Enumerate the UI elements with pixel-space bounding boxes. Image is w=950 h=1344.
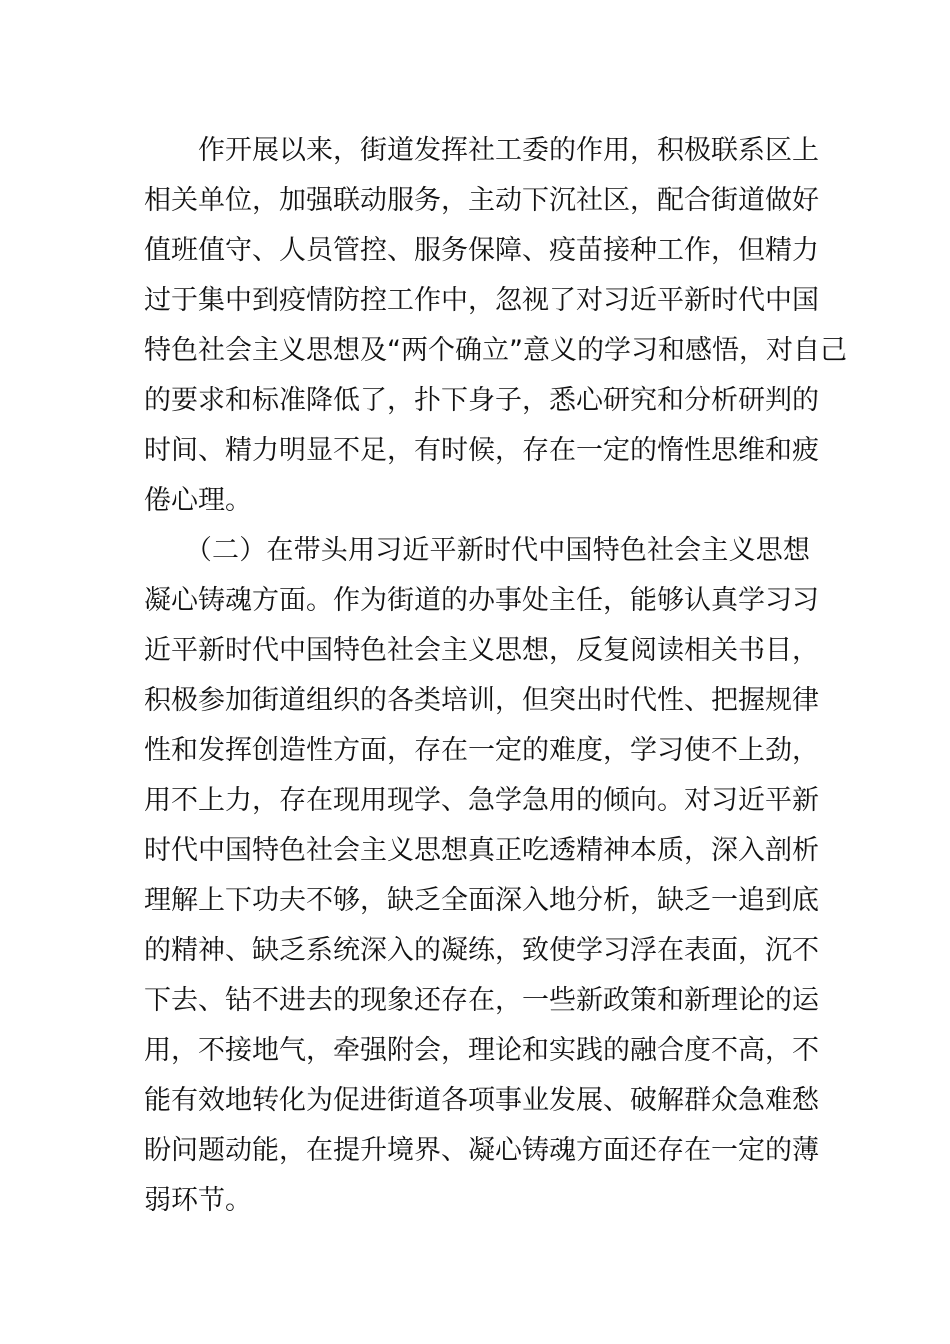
text-line: 的要求和标准降低了，扑下身子，悉心研究和分析研判的 <box>144 385 819 416</box>
body-text <box>144 126 847 1226</box>
text-line: 用不上力，存在现用现学、急学急用的倾向。对习近平新 <box>144 785 819 816</box>
paragraph-1 <box>144 126 847 526</box>
text-line: 特色社会主义思想及“两个确立”意义的学习和感悟，对自己 <box>144 335 847 366</box>
text-line: 用，不接地气，牵强附会，理论和实践的融合度不高，不 <box>144 1035 819 1066</box>
text-line: 盼问题动能，在提升境界、凝心铸魂方面还存在一定的薄 <box>144 1135 819 1166</box>
text-line: 积极参加街道组织的各类培训，但突出时代性、把握规律 <box>144 685 819 716</box>
text-line: 近平新时代中国特色社会主义思想，反复阅读相关书目， <box>144 635 819 666</box>
paragraph-2 <box>144 526 819 1226</box>
text-line: 倦心理。 <box>144 485 252 516</box>
text-line: 下去、钻不进去的现象还存在，一些新政策和新理论的运 <box>144 985 819 1016</box>
text-line: 凝心铸魂方面。作为街道的办事处主任，能够认真学习习 <box>144 585 819 616</box>
text-line: 作开展以来，街道发挥社工委的作用，积极联系区上 <box>144 135 819 166</box>
text-line: 弱环节。 <box>144 1185 252 1216</box>
text-line: （二）在带头用习近平新时代中国特色社会主义思想 <box>144 535 810 566</box>
text-line: 能有效地转化为促进街道各项事业发展、破解群众急难愁 <box>144 1085 819 1116</box>
text-line: 时代中国特色社会主义思想真正吃透精神本质，深入剖析 <box>144 835 819 866</box>
text-line: 时间、精力明显不足，有时候，存在一定的惰性思维和疲 <box>144 435 819 466</box>
text-line: 的精神、缺乏系统深入的凝练，致使学习浮在表面，沉不 <box>144 935 819 966</box>
text-line: 理解上下功夫不够，缺乏全面深入地分析，缺乏一追到底 <box>144 885 819 916</box>
text-line: 相关单位，加强联动服务，主动下沉社区，配合街道做好 <box>144 185 819 216</box>
text-line: 性和发挥创造性方面，存在一定的难度，学习使不上劲， <box>144 735 819 766</box>
text-line: 值班值守、人员管控、服务保障、疫苗接种工作，但精力 <box>144 235 819 266</box>
text-line: 过于集中到疫情防控工作中，忽视了对习近平新时代中国 <box>144 285 819 316</box>
